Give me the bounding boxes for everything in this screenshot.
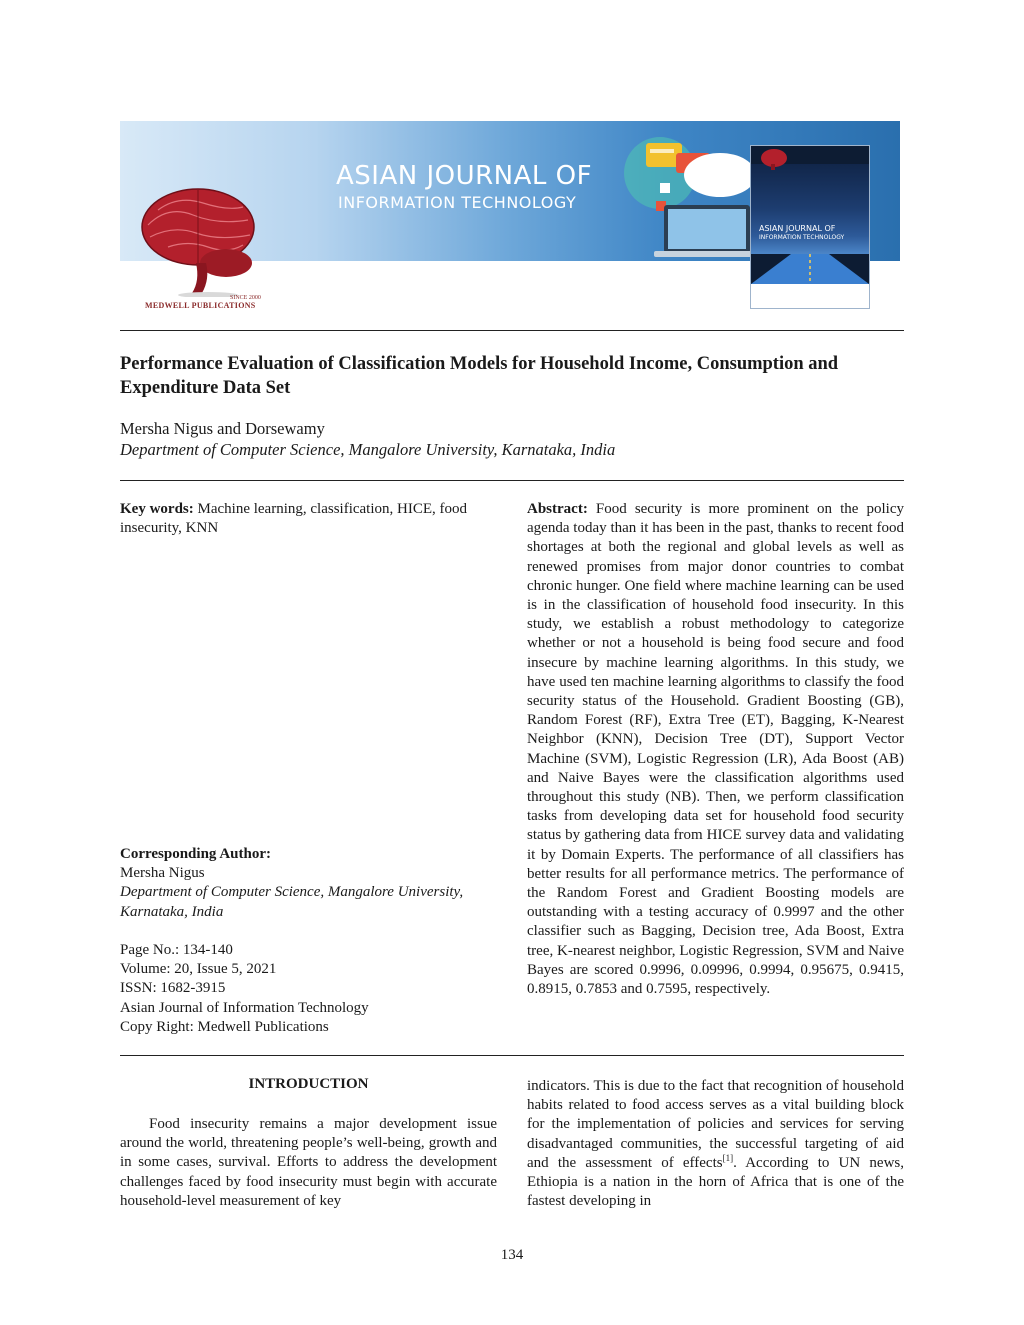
cover-footer [751,284,869,308]
journal-cover-thumbnail [750,145,870,309]
volume-issue: Volume: 20, Issue 5, 2021 [120,961,277,978]
corresponding-author-name: Mersha Nigus [120,865,205,882]
divider-abstract [120,1055,904,1056]
journal-banner [120,121,900,311]
paper-title: Performance Evaluation of Classification Models for Household Income, Consumption and Expenditure Data Set [120,354,839,398]
banner-journal-title: ASIAN JOURNAL OF [336,161,593,191]
keywords [120,500,497,538]
intro-right-text-a: indicators. This is due to the fact that recognition of household habits related to food access serves as a vital building block for the implementation of policies and services for serving disadvantaged communities, the successful targeting of aid and the assessment of effects [527,1078,904,1171]
introduction-heading: INTRODUCTION [248,1076,369,1092]
publisher-logo-text: MEDWELL PUBLICATIONS [145,301,256,310]
divider-top [120,330,904,331]
corresponding-author-label: Corresponding Author: [120,846,271,862]
abstract-text: Food security is more prominent on the policy agenda today than it has been in the past, thanks to recent food shortages at both the regional and global levels as well as renewed promises from major donor countries to combat chronic hunger. One field where machine learning can be used is in the classification of household food insecurity. In this study, we establish a robust methodology to categorize whether or not a household is being food secure and food insecure by machine learning algorithms. In this study, we have used ten machine learning algorithms to classify the food security status of the Household. Gradient Boosting (GB), Random Forest (RF), Extra Tree (ET), Bagging, K-Nearest Neighbor (KNN), Decision Tree (DT), Support Vector Machine (SVM), Logistic Regression (LR), Ada Boost (AB) and Naive Bayes were the classification algorithms used throughout this study (NB). Then, we perform classification tasks from developing data set for household food security status by gathering data from HICE survey data and validating it by Domain Experts. The performance of all classifiers has better results for all performance metrics. The performance of the Random Forest and Gradient Boosting models are outstanding with a testing accuracy of 0.9997 and the other classifier such as Bagging, Decision tree, Ada Boost, Extra tree, K-nearest neighbor, Logistic Regression, SVM and Naive Bayes are scored 0.9996, 0.09996, 0.9994, 0.95675, 0.9415, 0.8915, 0.7853 and 0.7595, respectively. [527,501,905,998]
author-affiliation: Department of Computer Science, Mangalore University, Karnataka, India [120,440,616,459]
since-label: SINCE 2000 [230,295,261,301]
introduction-paragraph-left: Food insecurity remains a major development issue around the world, threatening people’s well-being, growth and in some cases, survival. Efforts to address the development challenges faced by food insecurity must begin with accurate household-level measurement of key [120,1116,497,1209]
page-range: Page No.: 134-140 [120,942,233,958]
cover-subtitle: INFORMATION TECHNOLOGY [759,234,845,241]
corresponding-author-affiliation: Department of Computer Science, Mangalore University, Karnataka, India [120,884,464,920]
cover-brain-icon [759,148,789,170]
abstract [527,500,904,999]
intro-right-text-b: . According to UN news, Ethiopia is a nation in the horn of Africa that is one of the fastest developing in [527,1154,904,1210]
keywords-label: Key words: [120,501,194,517]
introduction-paragraph-right [527,1077,904,1211]
abstract-label: Abstract: [527,501,588,517]
citation-ref: [1] [722,1152,734,1163]
cover-road-art [751,254,869,284]
page-number: 134 [500,1247,524,1263]
brain-logo-icon [138,185,264,297]
author-names: Mersha Nigus and Dorsewamy [120,419,325,438]
cover-title: ASIAN JOURNAL OF [759,224,836,233]
copyright: Copy Right: Medwell Publications [120,1018,329,1035]
keywords-text: Machine learning, classification, HICE, food insecurity, KNN [120,501,468,537]
publication-info [120,941,497,1037]
divider-header [120,480,904,481]
corresponding-author-block [120,845,497,922]
journal-name: Asian Journal of Information Technology [120,999,369,1016]
laptop-illustration-icon [620,123,760,259]
issn: ISSN: 1682-3915 [120,980,226,997]
banner-journal-subtitle: INFORMATION TECHNOLOGY [338,193,577,212]
